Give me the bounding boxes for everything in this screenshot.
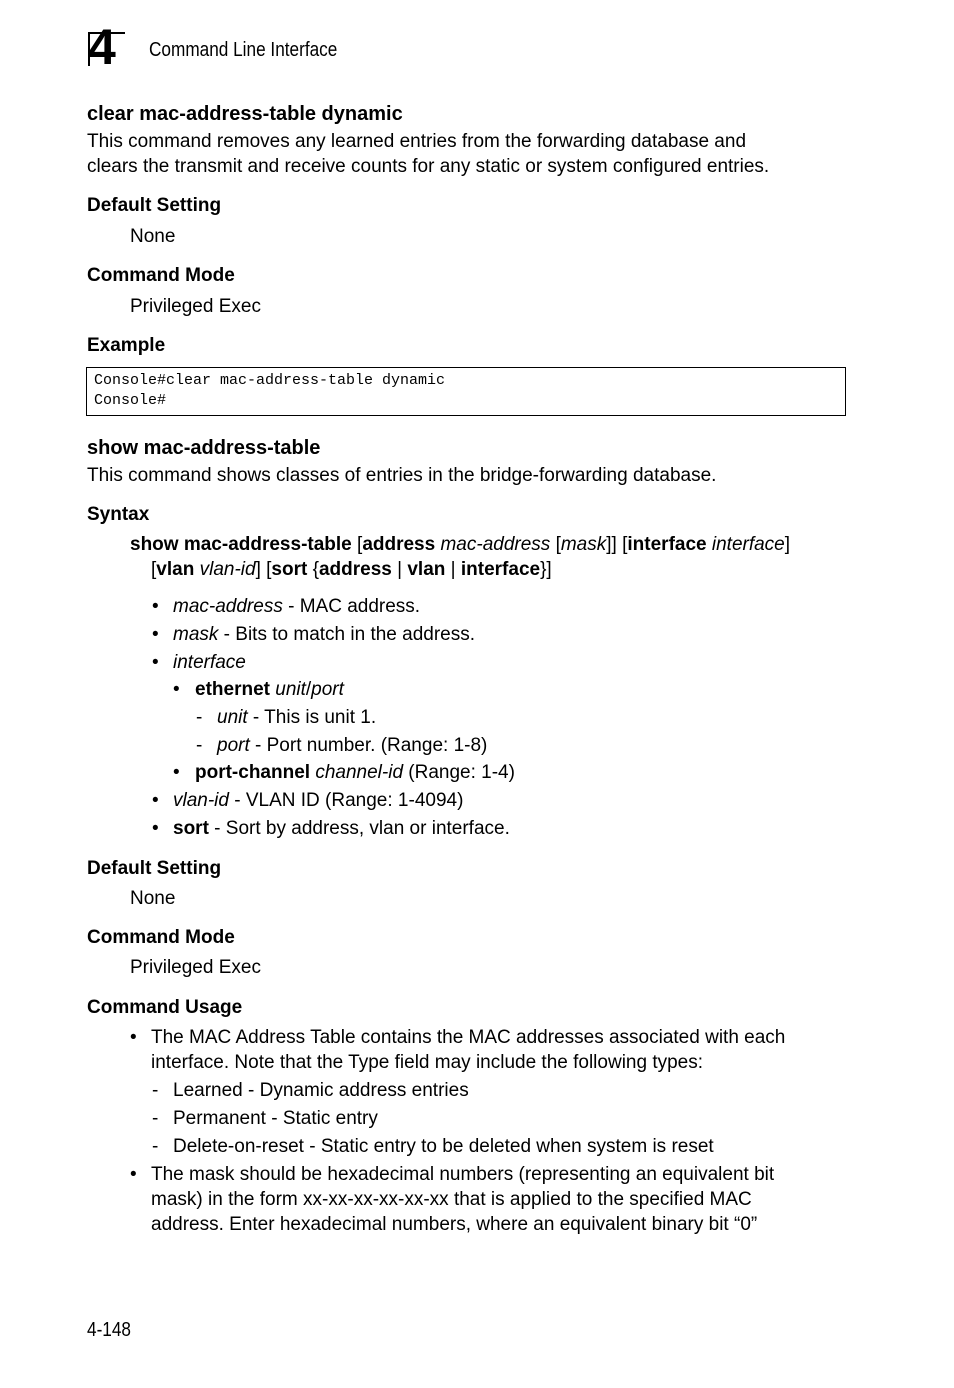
show-description: This command shows classes of entries in the bridge-forwarding database. bbox=[87, 465, 717, 486]
syntax-heading: Syntax bbox=[87, 504, 150, 525]
bullet: • bbox=[152, 652, 159, 673]
usage-item1-line1: The MAC Address Table contains the MAC addresses associated with each bbox=[151, 1027, 786, 1048]
bullet: • bbox=[130, 1027, 137, 1048]
command-title-clear: clear mac-address-table dynamic bbox=[87, 103, 403, 125]
usage-item2-line3: address. Enter hexadecimal numbers, where an equivalent binary bit “0” bbox=[151, 1214, 758, 1235]
command-mode-value: Privileged Exec bbox=[130, 957, 261, 978]
param-interface: interface bbox=[173, 652, 246, 673]
bullet: • bbox=[152, 790, 159, 811]
clear-description-line2: clears the transmit and receive counts for any static or system configured entries. bbox=[87, 156, 770, 177]
default-setting-heading: Default Setting bbox=[87, 858, 222, 879]
chapter-number: 4 bbox=[88, 19, 115, 75]
command-mode-heading: Command Mode bbox=[87, 265, 235, 286]
param-ethernet: ethernet unit/port bbox=[195, 679, 344, 700]
code-line: Console# bbox=[94, 392, 167, 409]
param-vlan-id: vlan-id - VLAN ID (Range: 1-4094) bbox=[173, 790, 464, 811]
usage-sub3: Delete-on-reset - Static entry to be deleted when system is reset bbox=[173, 1136, 714, 1157]
param-mac-address: mac-address - MAC address. bbox=[173, 596, 421, 617]
bullet: • bbox=[152, 818, 159, 839]
usage-item1-line2: interface. Note that the Type field may include the following types: bbox=[151, 1052, 704, 1073]
code-line: Console#clear mac-address-table dynamic bbox=[94, 372, 446, 389]
clear-description-line1: This command removes any learned entries from the forwarding database and bbox=[87, 131, 747, 152]
param-unit: unit - This is unit 1. bbox=[217, 707, 377, 728]
command-usage-heading: Command Usage bbox=[87, 997, 243, 1018]
dash: - bbox=[196, 707, 203, 728]
dash: - bbox=[152, 1136, 159, 1157]
usage-item2-line1: The mask should be hexadecimal numbers (representing an equivalent bit bbox=[151, 1164, 775, 1185]
dash: - bbox=[152, 1080, 159, 1101]
syntax-line2: [vlan vlan-id] [sort {address | vlan | interface}] bbox=[151, 559, 552, 580]
default-setting-value: None bbox=[130, 226, 176, 247]
bullet: • bbox=[173, 679, 180, 700]
bullet: • bbox=[130, 1164, 137, 1185]
param-port-channel: port-channel channel-id (Range: 1-4) bbox=[195, 762, 515, 783]
example-heading: Example bbox=[87, 335, 166, 356]
usage-sub2: Permanent - Static entry bbox=[173, 1108, 378, 1129]
dash: - bbox=[152, 1108, 159, 1129]
running-title: Command Line Interface bbox=[149, 39, 338, 61]
dash: - bbox=[196, 735, 203, 756]
example-code-box bbox=[86, 367, 846, 416]
command-mode-heading: Command Mode bbox=[87, 927, 235, 948]
bullet: • bbox=[152, 596, 159, 617]
param-port: port - Port number. (Range: 1-8) bbox=[217, 735, 488, 756]
bullet: • bbox=[173, 762, 180, 783]
command-title-show: show mac-address-table bbox=[87, 437, 321, 459]
command-mode-value: Privileged Exec bbox=[130, 296, 261, 317]
default-setting-heading: Default Setting bbox=[87, 195, 222, 216]
page-number: 4-148 bbox=[87, 1319, 131, 1341]
default-setting-value: None bbox=[130, 888, 176, 909]
syntax-line1: show mac-address-table [address mac-address [mask]] [interface interface] bbox=[130, 534, 791, 555]
bullet: • bbox=[152, 624, 159, 645]
usage-sub1: Learned - Dynamic address entries bbox=[173, 1080, 469, 1101]
param-sort: sort - Sort by address, vlan or interface. bbox=[173, 818, 510, 839]
param-mask: mask - Bits to match in the address. bbox=[173, 624, 476, 645]
usage-item2-line2: mask) in the form xx-xx-xx-xx-xx-xx that is applied to the specified MAC bbox=[151, 1189, 752, 1210]
